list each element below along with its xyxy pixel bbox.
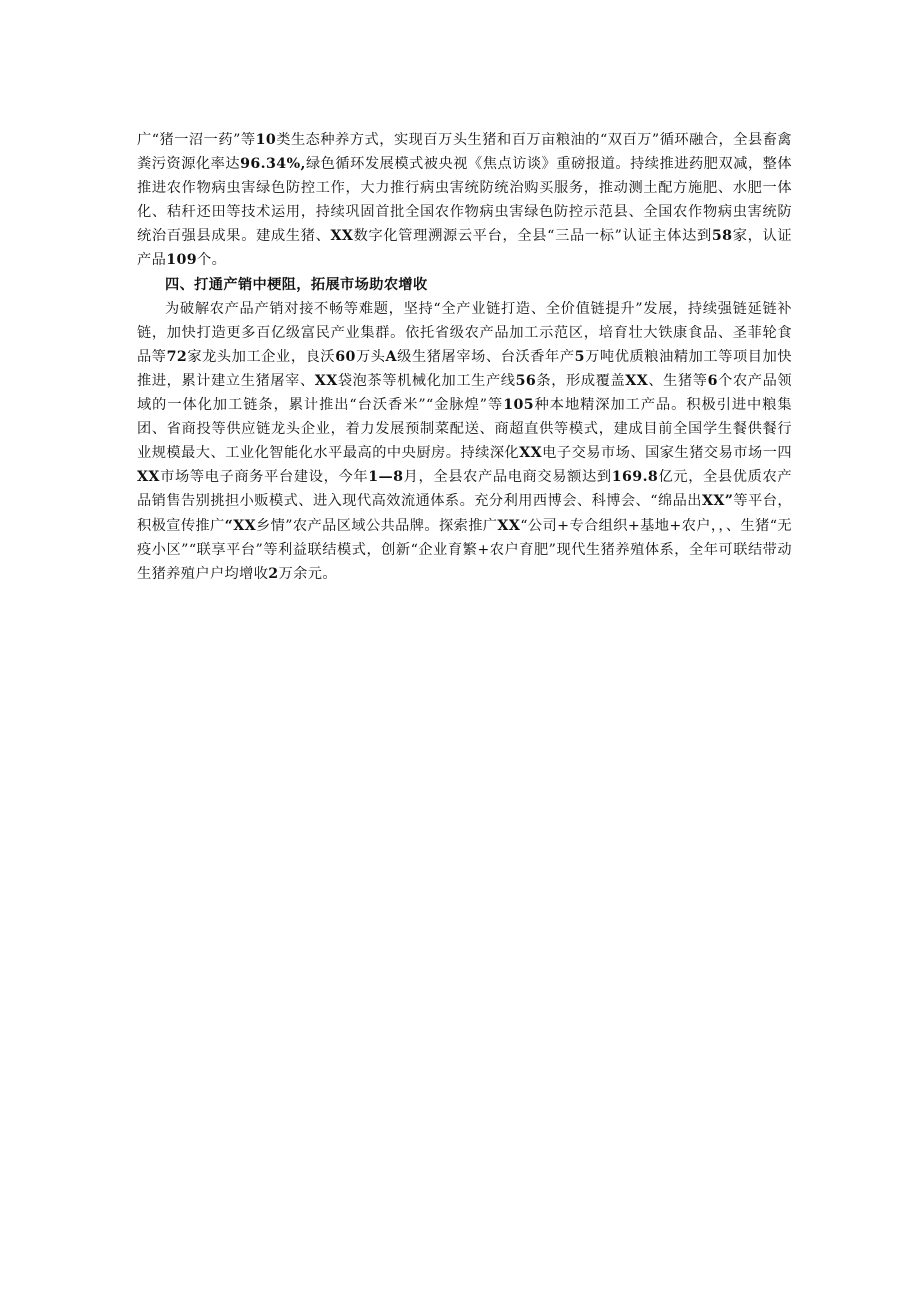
bold-number: 10 bbox=[255, 132, 277, 148]
bold-number: 6 bbox=[707, 372, 718, 389]
bold-number: 60 bbox=[335, 348, 356, 365]
text-run: 袋泡茶等机械化加工生产线 bbox=[337, 372, 516, 389]
text-run: 数字化管理溯源云平台，全县“三品一标”认证主体达到 bbox=[353, 228, 712, 245]
bold-number: 169.8 bbox=[611, 469, 659, 486]
bold-number: A bbox=[385, 348, 397, 365]
text-run: 广“猪一沼一药”等 bbox=[137, 132, 256, 148]
text-run: 绿色循环发展模式被央视《焦点访谈》重磅报道。持续推进药肥双减，整体推进农作物病虫害绿色防控工作，大力推行病虫害统防统治购买服务，推动测土配方施肥、水肥一体化、秸秆还田等技术运用，持续巩固首批全国农作物病虫害绿色防控示范县、全国农作物病虫害统防统治百强县成果。建成生猪、 bbox=[137, 156, 792, 245]
text-run: 为破解农产品产销对接不畅等难题，坚持“全产业链打造、全价值链提升”发展，持续强链延链补链，加快打造更多百亿级富民产业集群。依托省级农产品加工示范区，培育壮大铁康食品、圣菲轮食品等 bbox=[137, 300, 792, 365]
text-run: 万吨优质粮油精加工等项目加快推进，累计建立生猪屠宰、 bbox=[137, 348, 792, 389]
text-run: 万头 bbox=[355, 348, 386, 365]
text-run: 乡情”农产品区域公共品牌。探索推广 bbox=[256, 517, 498, 534]
text-run: 种本地精深加工产品。积极引进中粮集团、省商投等供应链龙头企业，着力发展预制菜配送、商超直供等模式，建成目前全国学生餐供餐行业规模最大、工业化智能化水平最高的中央厨房。持续深化 bbox=[137, 397, 792, 462]
bold-number: XX bbox=[497, 517, 521, 534]
text-run: 等平台，积极宣传推广 bbox=[137, 493, 792, 534]
bold-number: XX bbox=[137, 469, 160, 486]
text-run: 万余元。 bbox=[278, 565, 337, 582]
bold-number: XX bbox=[330, 228, 354, 245]
bold-number: 105 bbox=[503, 397, 535, 414]
text-run: 市场等电子商务平台建设，今年 bbox=[159, 469, 369, 486]
bold-number: XX bbox=[314, 372, 338, 389]
text-run: 级生猪屠宰场、台沃香年产 bbox=[396, 348, 575, 365]
bold-number: XX” bbox=[701, 493, 734, 510]
text-run: 、生猪等 bbox=[648, 372, 708, 389]
bold-number: 58 bbox=[711, 228, 733, 245]
text-run: 亿元，全县优质农产品销售告别挑担小贩模式、进入现代高效流通体系。充分利用西博会、科博会、“绵品出 bbox=[137, 469, 792, 510]
bold-number: “XX bbox=[224, 517, 257, 534]
bold-number: 109 bbox=[166, 252, 198, 269]
text-run: 个。 bbox=[197, 252, 227, 269]
section-heading bbox=[137, 273, 792, 297]
body-paragraph bbox=[137, 128, 792, 273]
bold-number: XX bbox=[519, 445, 543, 462]
text-run: 电子交易市场、国家生猪交易市场一四 bbox=[542, 445, 792, 462]
text-run: 条，形成覆盖 bbox=[536, 372, 626, 389]
body-paragraph bbox=[137, 297, 792, 586]
bold-number: 2 bbox=[268, 565, 279, 582]
text-run: “公司+专合组织+基地+农户，，、生猪“无疫小区”“联享平台”等利益联结模式，创新“企业育繁+农户育肥”现代生猪养殖体系，全年可联结带动生猪养殖户户均增收 bbox=[137, 517, 792, 582]
text-run: 家，认证产品 bbox=[137, 228, 792, 269]
bold-number: XX bbox=[625, 372, 649, 389]
text-run: 四、打通产销中梗阻，拓展市场助农增收 bbox=[165, 276, 428, 293]
bold-number: 96.34%, bbox=[240, 156, 306, 173]
text-run: 月，全县农产品电商交易额达到 bbox=[403, 469, 612, 486]
text-run: 家龙头加工企业，良沃 bbox=[187, 348, 336, 365]
text-run: 类生态种养方式，实现百万头生猪和百万亩粮油的“双百万”循环融合，全县畜禽粪污资源化率达 bbox=[137, 132, 792, 173]
text-run: 个农产品领域的一体化加工链条，累计推出“台沃香米”“金脉煌”等 bbox=[137, 372, 792, 414]
document-page bbox=[137, 128, 792, 586]
bold-number: 72 bbox=[166, 348, 188, 365]
bold-number: 56 bbox=[515, 372, 537, 389]
bold-number: 1—8 bbox=[368, 469, 404, 486]
bold-number: 5 bbox=[574, 348, 585, 365]
